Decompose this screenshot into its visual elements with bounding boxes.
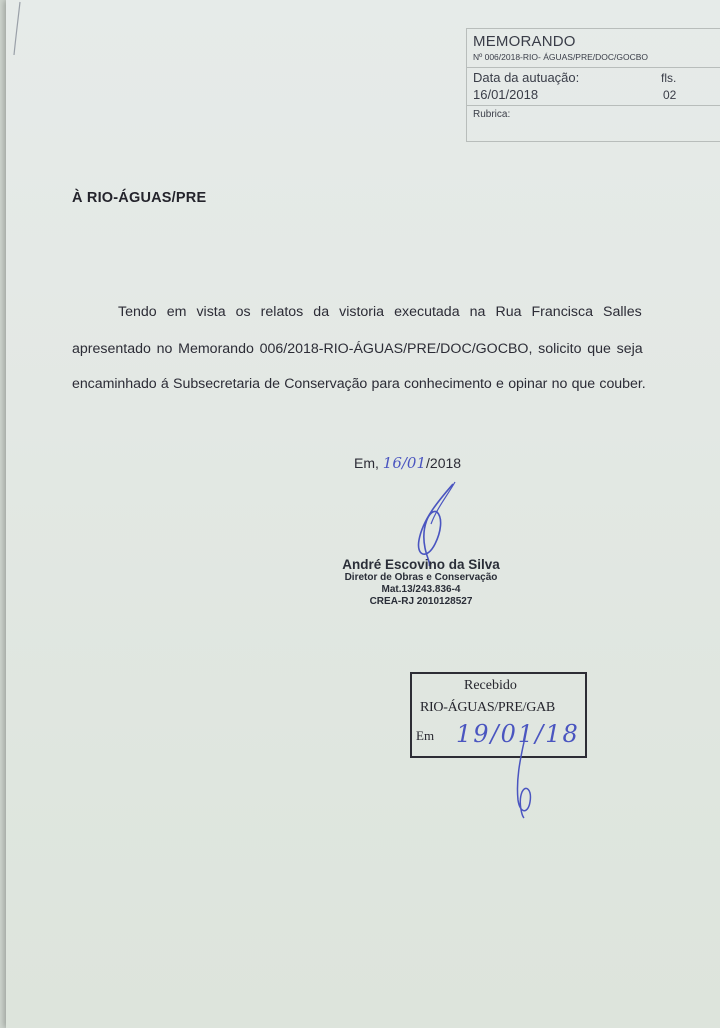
date-year: /2018 (426, 455, 462, 471)
received-handwritten-date: 19/01/18 (456, 720, 580, 748)
signer-name: André Escovino da Silva (342, 557, 500, 572)
signer-crea: CREA-RJ 2010128527 (369, 596, 473, 607)
addressee: À RIO-ÁGUAS/PRE (72, 190, 207, 206)
date-value: 16/01/2018 (473, 87, 539, 102)
memo-box-divider (467, 105, 720, 106)
signer-mat: Mat.13/243.836-4 (381, 584, 461, 595)
handwritten-date: 16/01 (382, 454, 427, 472)
received-initials-scrawl (506, 740, 546, 820)
received-org: RIO-ÁGUAS/PRE/GAB (420, 700, 555, 715)
date-label: Data da autuação: (473, 70, 580, 85)
body-line-2: apresentado no Memorando 006/2018-RIO-ÁGUAS/PRE/DOC/GOCBO, solicito que seja (72, 341, 643, 357)
memo-header-box (466, 28, 720, 142)
received-stamp (410, 672, 587, 758)
received-title: Recebido (464, 678, 517, 693)
document-page (6, 0, 720, 1028)
rubrica-label: Rubrica: (473, 109, 511, 120)
corner-pen-mark (10, 0, 40, 60)
memo-number: Nº 006/2018-RIO- ÁGUAS/PRE/DOC/GOCBO (473, 52, 649, 62)
date-line (354, 454, 461, 472)
signature-block (306, 557, 536, 608)
signer-title: Diretor de Obras e Conservação (344, 572, 498, 583)
date-prefix: Em, (354, 455, 379, 471)
fls-label: fls. (661, 71, 677, 85)
memo-title: MEMORANDO (473, 33, 576, 50)
fls-value: 02 (663, 88, 677, 102)
body-line-3: encaminhado á Subsecretaria de Conservação para conhecimento e opinar no que couber. (72, 376, 646, 392)
signature-scrawl (401, 478, 471, 568)
body-line-1: Tendo em vista os relatos da vistoria executada na Rua Francisca Salles (118, 304, 642, 320)
memo-box-divider (467, 67, 720, 68)
received-em-label: Em (416, 728, 435, 743)
